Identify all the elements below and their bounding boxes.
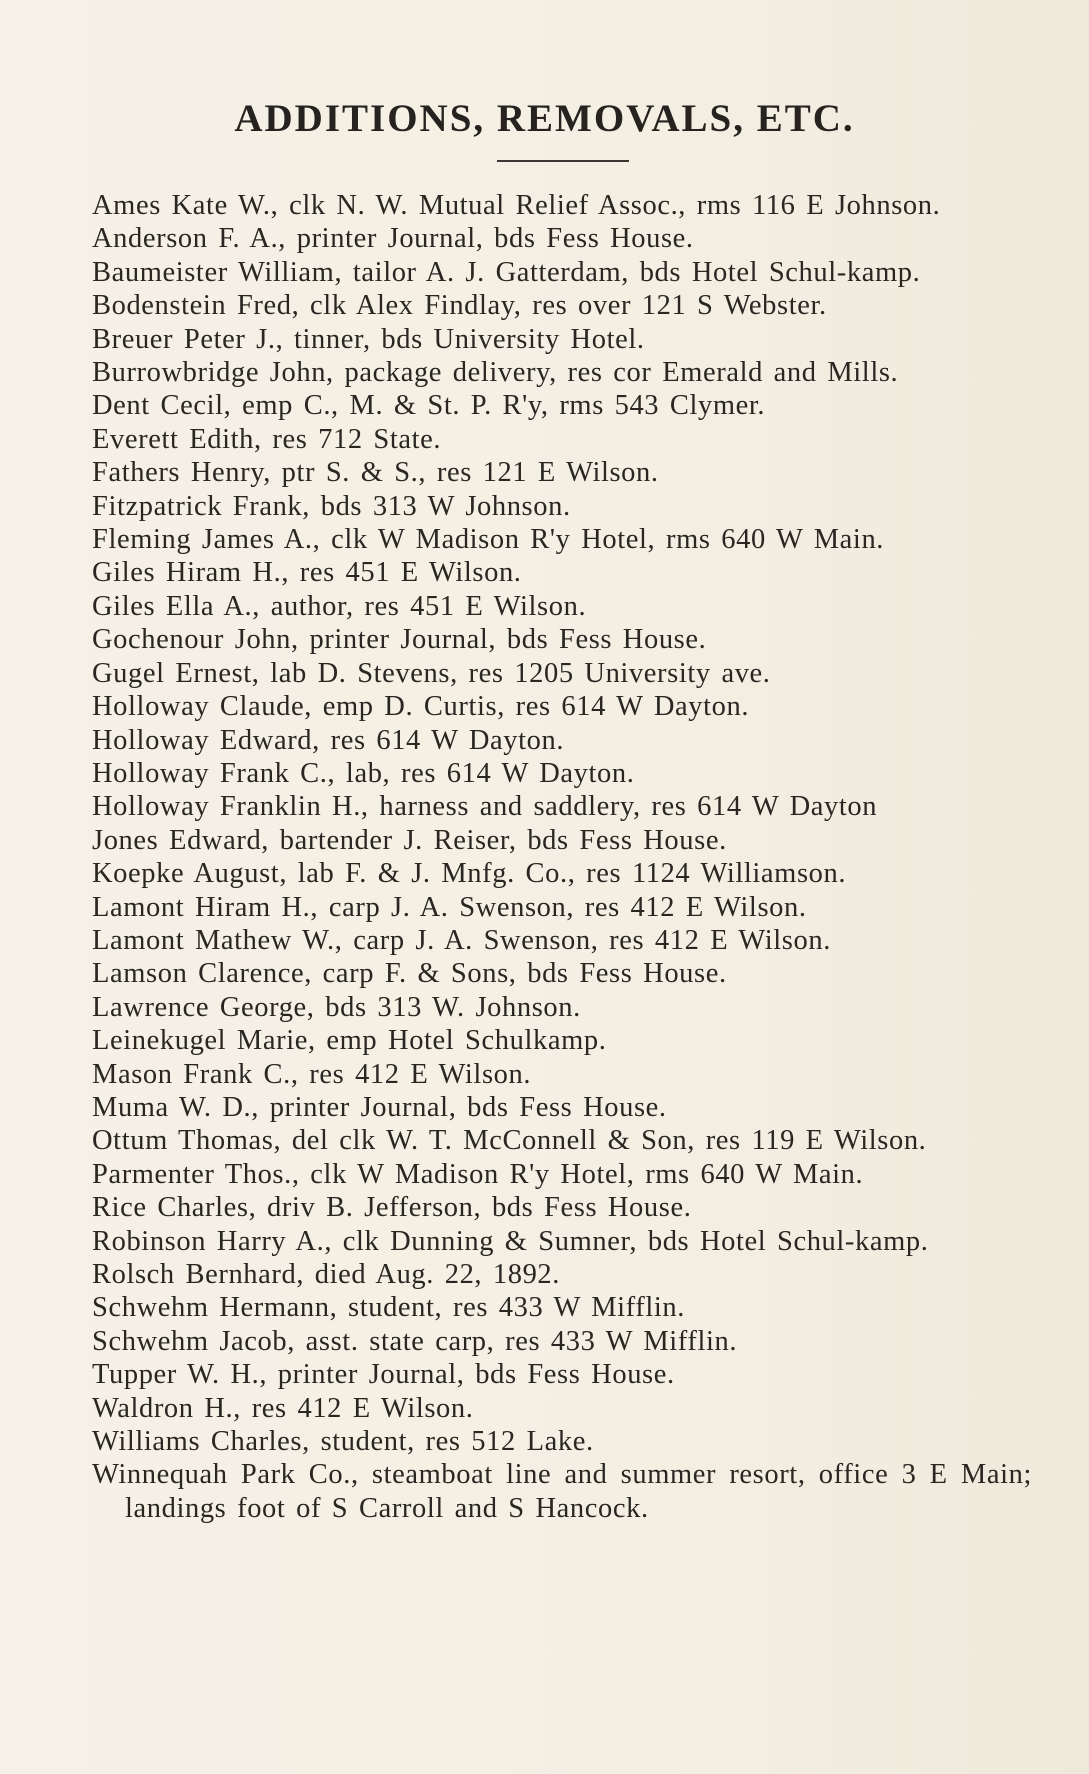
directory-entry: Giles Hiram H., res 451 E Wilson. bbox=[92, 557, 522, 589]
directory-entry: Schwehm Jacob, asst. state carp, res 433 W Mifflin. bbox=[92, 1325, 738, 1357]
directory-entry: Holloway Frank C., lab, res 614 W Dayton. bbox=[92, 757, 635, 789]
section-heading: ADDITIONS, REMOVALS, ETC. bbox=[234, 97, 855, 140]
directory-entry: Burrowbridge John, package delivery, res cor Emerald and Mills. bbox=[92, 357, 899, 389]
entry-list bbox=[92, 189, 1032, 1525]
directory-entry: Jones Edward, bartender J. Reiser, bds Fess House. bbox=[92, 824, 727, 856]
directory-entry: Bodenstein Fred, clk Alex Findlay, res over 121 S Webster. bbox=[92, 290, 827, 322]
directory-entry: Schwehm Hermann, student, res 433 W Mifflin. bbox=[92, 1292, 685, 1324]
directory-entry: Dent Cecil, emp C., M. & St. P. R'y, rms 543 Clymer. bbox=[92, 390, 766, 422]
directory-entry: Fathers Henry, ptr S. & S., res 121 E Wilson. bbox=[92, 457, 659, 489]
directory-entry: Breuer Peter J., tinner, bds University Hotel. bbox=[92, 323, 645, 355]
directory-entry: Fitzpatrick Frank, bds 313 W Johnson. bbox=[92, 490, 571, 522]
directory-entry: Ames Kate W., clk N. W. Mutual Relief Assoc., rms 116 E Johnson. bbox=[92, 190, 941, 221]
directory-entry: Mason Frank C., res 412 E Wilson. bbox=[92, 1058, 532, 1090]
directory-entry: Holloway Franklin H., harness and saddlery, res 614 W Dayton bbox=[92, 791, 878, 823]
directory-entry: Lamont Mathew W., carp J. A. Swenson, res 412 E Wilson. bbox=[92, 924, 831, 956]
directory-entry: Williams Charles, student, res 512 Lake. bbox=[92, 1426, 594, 1458]
directory-entry: Muma W. D., printer Journal, bds Fess House. bbox=[92, 1091, 667, 1123]
heading-rule bbox=[497, 160, 629, 162]
directory-entry: Gochenour John, printer Journal, bds Fess House. bbox=[92, 624, 707, 656]
directory-entry: Holloway Claude, emp D. Curtis, res 614 W Dayton. bbox=[92, 691, 750, 723]
directory-entry: Winnequah Park Co., steamboat line and summer resort, office 3 E Main; landings foot of S Carroll and S Hancock. bbox=[92, 1459, 1032, 1524]
directory-entry: Baumeister William, tailor A. J. Gatterdam, bds Hotel Schul-kamp. bbox=[92, 256, 921, 288]
directory-entry: Holloway Edward, res 614 W Dayton. bbox=[92, 724, 565, 756]
directory-entry: Tupper W. H., printer Journal, bds Fess House. bbox=[92, 1359, 675, 1391]
directory-entry: Waldron H., res 412 E Wilson. bbox=[92, 1392, 474, 1424]
directory-entry: Ottum Thomas, del clk W. T. McConnell & Son, res 119 E Wilson. bbox=[92, 1125, 927, 1157]
directory-entry: Parmenter Thos., clk W Madison R'y Hotel, rms 640 W Main. bbox=[92, 1158, 864, 1190]
directory-entry: Anderson F. A., printer Journal, bds Fess House. bbox=[92, 223, 694, 255]
directory-entry: Rice Charles, driv B. Jefferson, bds Fess House. bbox=[92, 1192, 692, 1224]
directory-entry: Robinson Harry A., clk Dunning & Sumner, bds Hotel Schul-kamp. bbox=[92, 1225, 929, 1257]
directory-entry: Koepke August, lab F. & J. Mnfg. Co., res 1124 Williamson. bbox=[92, 858, 847, 890]
directory-entry: Fleming James A., clk W Madison R'y Hotel, rms 640 W Main. bbox=[92, 524, 885, 556]
directory-entry: Lawrence George, bds 313 W. Johnson. bbox=[92, 991, 581, 1023]
directory-entry: Rolsch Bernhard, died Aug. 22, 1892. bbox=[92, 1259, 561, 1290]
directory-entry: Lamson Clarence, carp F. & Sons, bds Fess House. bbox=[92, 958, 727, 990]
directory-entry: Leinekugel Marie, emp Hotel Schulkamp. bbox=[92, 1025, 607, 1057]
directory-entry: Giles Ella A., author, res 451 E Wilson. bbox=[92, 590, 587, 622]
directory-entry: Gugel Ernest, lab D. Stevens, res 1205 University ave. bbox=[92, 657, 771, 689]
directory-entry: Everett Edith, res 712 State. bbox=[92, 423, 442, 455]
directory-entry: Lamont Hiram H., carp J. A. Swenson, res 412 E Wilson. bbox=[92, 891, 807, 923]
